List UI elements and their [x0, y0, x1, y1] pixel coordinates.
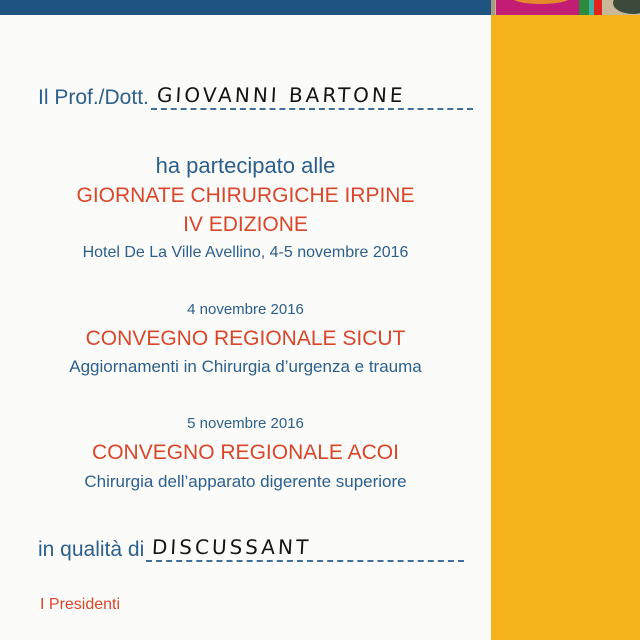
session-1-title: CONVEGNO REGIONALE SICUT — [85, 327, 406, 350]
signatories-label: I Presidenti — [40, 596, 121, 613]
recipient-name: GIOVANNI BARTONE — [156, 83, 406, 107]
header-blue-band — [0, 0, 491, 15]
session-2-subtitle: Chirurgia dell’apparato digerente superiore — [84, 472, 407, 491]
role-label: in qualità di — [38, 538, 145, 561]
session-1-date: 4 novembre 2016 — [187, 301, 304, 318]
role-row — [38, 536, 464, 562]
event-edition: IV EDIZIONE — [183, 213, 308, 236]
recipient-row — [38, 84, 473, 110]
session-2-title: CONVEGNO REGIONALE ACOI — [92, 441, 399, 464]
decorative-artwork — [491, 0, 640, 15]
recipient-label: Il Prof./Dott. — [38, 86, 149, 109]
recipient-field — [151, 84, 473, 110]
session-2-date: 5 novembre 2016 — [187, 415, 304, 432]
role-value: DISCUSSANT — [151, 535, 313, 559]
session-1-subtitle: Aggiornamenti in Chirurgia d’urgenza e trauma — [69, 357, 422, 376]
role-field — [146, 536, 464, 562]
event-venue: Hotel De La Ville Avellino, 4-5 novembre 2016 — [82, 244, 409, 261]
event-title: GIORNATE CHIRURGICHE IRPINE — [76, 184, 415, 207]
side-yellow-band — [491, 15, 640, 640]
intro-text: ha partecipato alle — [155, 153, 336, 178]
